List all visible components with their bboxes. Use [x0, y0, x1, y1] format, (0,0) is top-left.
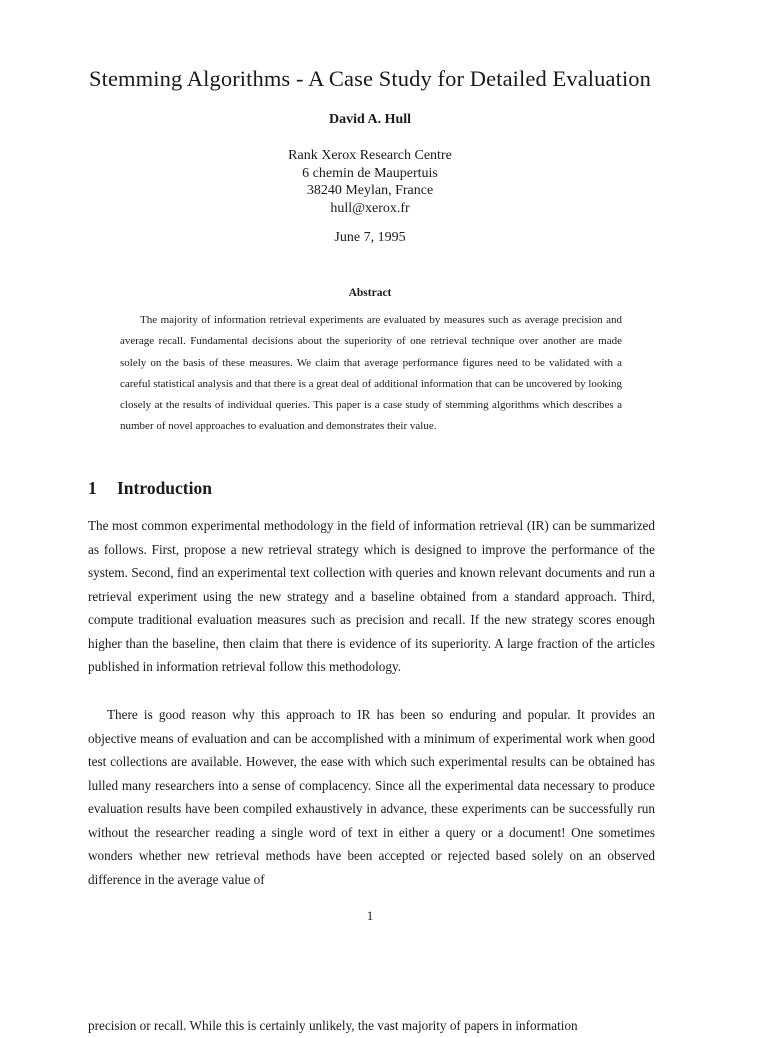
- section-heading: [88, 478, 212, 499]
- publication-date: June 7, 1995: [334, 230, 406, 245]
- paper-title: Stemming Algorithms - A Case Study for Detailed Evaluation: [89, 66, 651, 91]
- page-number: 1: [366, 908, 374, 923]
- section-title: Introduction: [117, 478, 212, 498]
- author-name: David A. Hull: [328, 112, 412, 127]
- affiliation-institution: Rank Xerox Research Centre: [288, 148, 452, 163]
- next-page-text-line: precision or recall. While this is certainly unlikely, the vast majority of papers in information: [88, 1018, 578, 1033]
- abstract-heading: Abstract: [348, 287, 392, 299]
- affiliation-street: 6 chemin de Maupertuis: [302, 165, 438, 181]
- affiliation-city: 38240 Meylan, France: [306, 183, 434, 198]
- body-paragraph: There is good reason why this approach to IR has been so enduring and popular. It provides an objective means of evaluation and can be accomplished with a minimum of experimental work when good test collections are available. However, the ease with which such experimental results can be obtained has lulled many researchers into a sense of complacency. Since all the experimental data necessary to produce evaluation results have been compiled exhaustively in advance, these experiments can be successfully run without the researcher reading a single word of text in either a query or a document! One sometimes wonders whether new retrieval methods have been accepted or rejected based solely on an observed difference in the average value of: [88, 707, 655, 887]
- section-number: 1: [88, 478, 97, 498]
- author-affiliation: [0, 147, 740, 217]
- abstract-text: The majority of information retrieval experiments are evaluated by measures such as average precision and average recall. Fundamental decisions about the superiority of one retrieval technique over another are made solely on the basis of these measures. We claim that average performance figures need to be validated with a careful statistical analysis and that there is a great deal of additional information that can be uncovered by looking closely at the results of individual queries. This paper is a case study of stemming algorithms which describes a number of novel approaches to evaluation and demonstrates their value.: [120, 314, 622, 433]
- body-paragraph: The most common experimental methodology in the field of information retrieval (IR) can be summarized as follows. First, propose a new retrieval strategy which is designed to improve the performance of the system. Second, find an experimental text collection with queries and known relevant documents and run a retrieval experiment using the new strategy and a baseline obtained from a standard approach. Third, compute traditional evaluation measures such as precision and recall. If the new strategy scores enough higher than the baseline, then claim that there is evidence of its superiority. A large fraction of the articles published in information retrieval follow this methodology.: [88, 518, 655, 674]
- author-email: hull@xerox.fr: [330, 200, 410, 216]
